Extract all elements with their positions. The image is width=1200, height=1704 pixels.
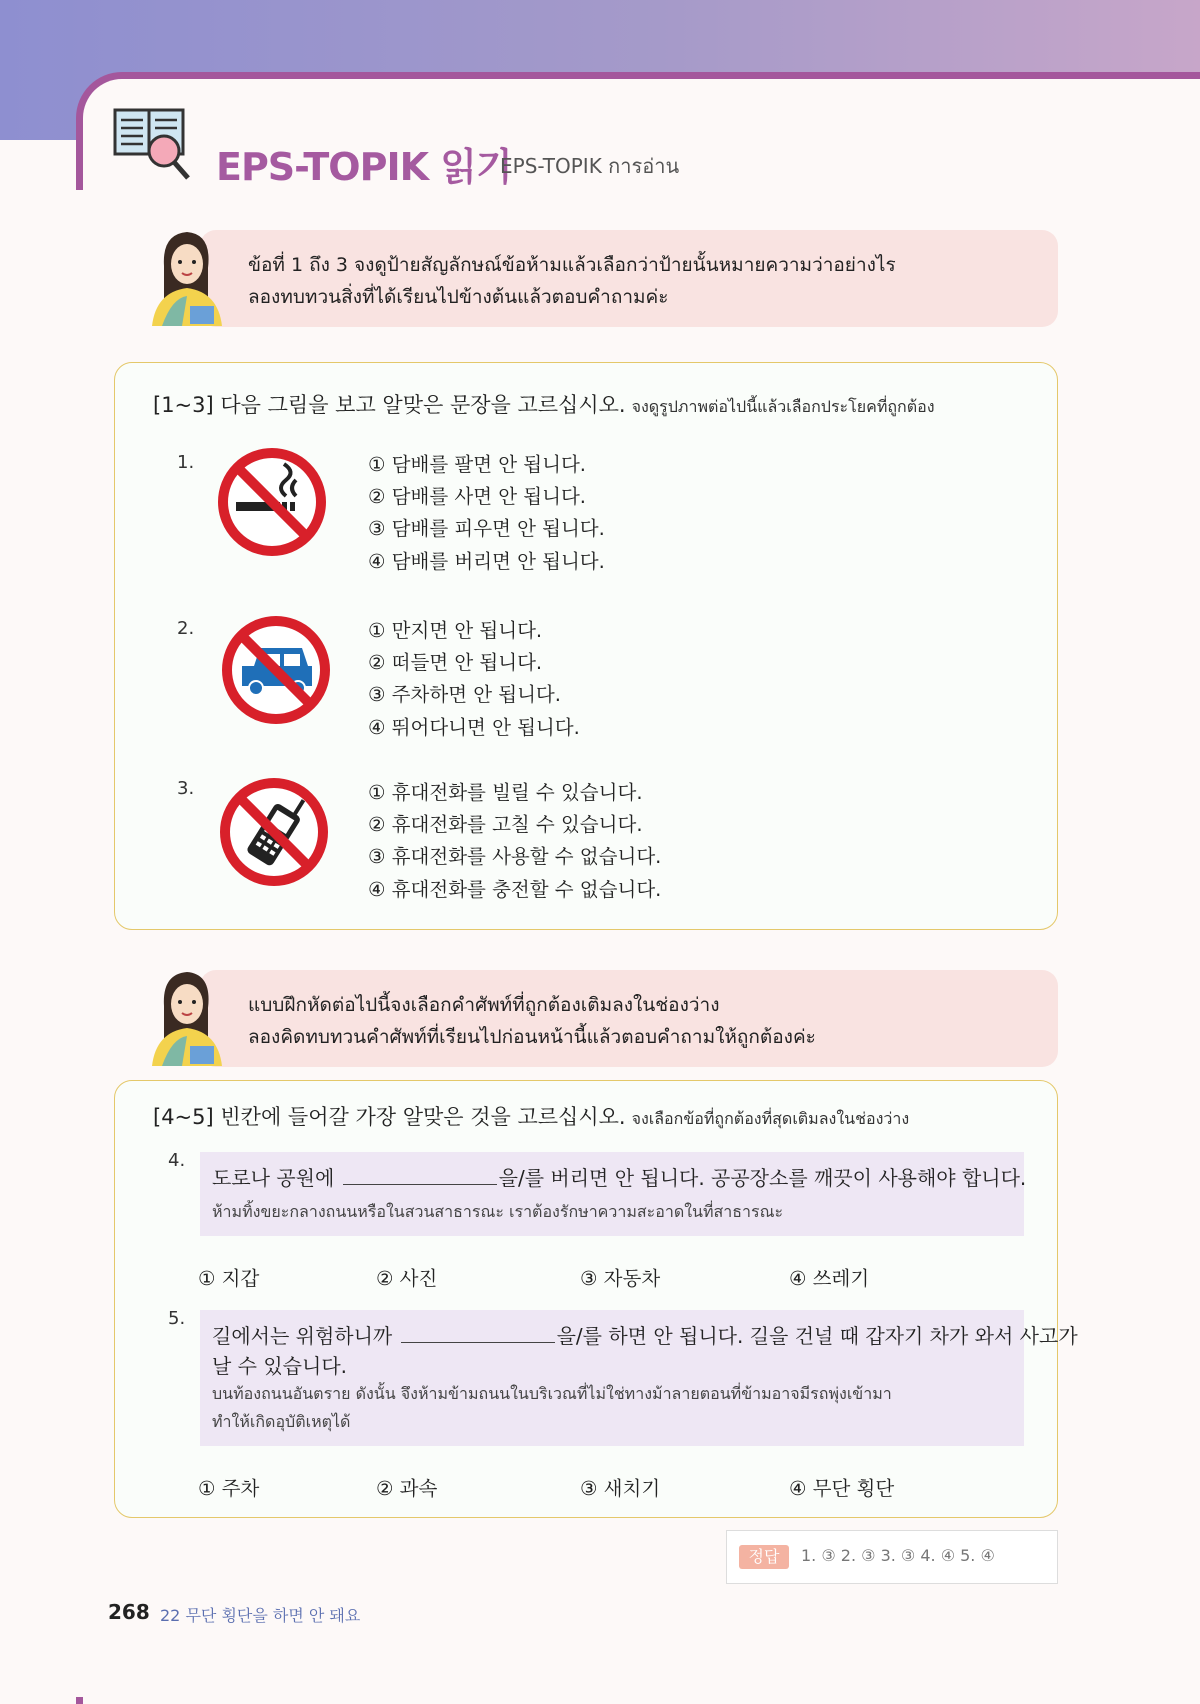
- choice-4-2[interactable]: ② 사진: [376, 1267, 438, 1290]
- answer-blank: [343, 1170, 497, 1185]
- q4-thai-translation: ห้ามทิ้งขยะกลางถนนหรือในสวนสาธารณะ เราต้องรักษาความสะอาดในที่สาธารณะ: [212, 1202, 784, 1221]
- question-box-4-5: [114, 1080, 1058, 1518]
- page-subtitle: EPS-TOPIK การอ่าน: [500, 154, 680, 178]
- chapter-title: 22 무단 횡단을 하면 안 돼요: [160, 1606, 361, 1625]
- choice-4-3[interactable]: ③ 자동차: [580, 1267, 661, 1290]
- section-1-instruction-thai: จงดูรูปภาพต่อไปนี้แล้วเลือกประโยคที่ถูกต้อง: [631, 397, 935, 416]
- note-2-line-1: แบบฝึกหัดต่อไปนี้จงเลือกคำศัพท์ที่ถูกต้องเติมลงในช่องว่าง: [248, 994, 720, 1016]
- question-number: 2.: [177, 618, 195, 639]
- teacher-avatar-icon: [142, 226, 232, 326]
- option-2-1[interactable]: ① 만지면 안 됩니다.: [368, 619, 543, 642]
- choice-5-3[interactable]: ③ 새치기: [580, 1477, 661, 1500]
- option-3-2[interactable]: ② 휴대전화를 고칠 수 있습니다.: [368, 813, 643, 836]
- note-2-line-2: ลองคิดทบทวนคำศัพท์ที่เรียนไปก่อนหน้านี้แล้วตอบคำถามให้ถูกต้องค่ะ: [248, 1026, 816, 1048]
- option-1-1[interactable]: ① 담배를 팔면 안 됩니다.: [368, 453, 587, 476]
- option-1-2[interactable]: ② 담배를 사면 안 됩니다.: [368, 485, 587, 508]
- answer-key: [726, 1530, 1058, 1584]
- section-2-instruction: [4~5] 빈칸에 들어갈 가장 알맞은 것을 고르십시오. จงเลือกข้อที่ถูกต้องที่สุดเติมลงในช่องว่าง: [153, 1105, 910, 1129]
- choice-4-4[interactable]: ④ 쓰레기: [789, 1267, 870, 1290]
- instruction-note-2: [200, 970, 1058, 1067]
- q4-sentence-panel: [200, 1152, 1027, 1236]
- no-parking-sign-icon: [220, 614, 332, 726]
- option-3-4[interactable]: ④ 휴대전화를 충전할 수 없습니다.: [368, 878, 662, 901]
- page-number: 268: [108, 1600, 150, 1624]
- answer-blank: [401, 1328, 555, 1343]
- no-smoking-sign-icon: [216, 446, 328, 558]
- choice-5-2[interactable]: ② 과속: [376, 1477, 438, 1500]
- choice-4-1[interactable]: ① 지갑: [198, 1267, 260, 1290]
- instruction-note-1: [200, 230, 1058, 327]
- option-1-3[interactable]: ③ 담배를 피우면 안 됩니다.: [368, 517, 605, 540]
- choice-5-1[interactable]: ① 주차: [198, 1477, 260, 1500]
- note-1-line-2: ลองทบทวนสิ่งที่ได้เรียนไปข้างต้นแล้วตอบคำถามค่ะ: [248, 286, 669, 308]
- q4-sentence: 도로나 공원에 을/를 버리면 안 됩니다. 공공장소를 깨끗이 사용해야 합니다.: [212, 1166, 1027, 1190]
- q5-sentence-panel: [200, 1310, 1078, 1446]
- question-number: 5.: [168, 1308, 186, 1329]
- answer-values: 1. ③ 2. ③ 3. ③ 4. ④ 5. ④: [801, 1546, 995, 1565]
- section-2-instruction-thai: จงเลือกข้อที่ถูกต้องที่สุดเติมลงในช่องว่าง: [631, 1109, 910, 1128]
- option-3-3[interactable]: ③ 휴대전화를 사용할 수 없습니다.: [368, 845, 662, 868]
- choice-5-4[interactable]: ④ 무단 횡단: [789, 1477, 895, 1500]
- no-mobile-phone-sign-icon: [218, 776, 330, 888]
- question-number: 4.: [168, 1150, 186, 1171]
- option-3-1[interactable]: ① 휴대전화를 빌릴 수 있습니다.: [368, 781, 643, 804]
- option-2-4[interactable]: ④ 뛰어다니면 안 됩니다.: [368, 716, 580, 739]
- option-2-3[interactable]: ③ 주차하면 안 됩니다.: [368, 683, 561, 706]
- option-2-2[interactable]: ② 떠들면 안 됩니다.: [368, 651, 543, 674]
- teacher-avatar-icon: [142, 966, 232, 1066]
- section-1-instruction: [1~3] 다음 그림을 보고 알맞은 문장을 고르십시오. จงดูรูปภาพต่อไปนี้แล้วเลือกประโยคที่ถูกต้อง: [153, 393, 935, 417]
- question-number: 3.: [177, 778, 195, 799]
- note-1-line-1: ข้อที่ 1 ถึง 3 จงดูป้ายสัญลักษณ์ข้อห้ามแล้วเลือกว่าป้ายนั้นหมายความว่าอย่างไร: [248, 254, 896, 276]
- q5-thai-translation-2: ทำให้เกิดอุบัติเหตุได้: [212, 1412, 351, 1431]
- q5-thai-translation-1: บนท้องถนนอันตราย ดังนั้น จึงห้ามข้ามถนนในบริเวณที่ไม่ใช่ทางม้าลายตอนที่ข้ามอาจมีรถพุ่งเข้ามา: [212, 1384, 892, 1403]
- question-number: 1.: [177, 452, 195, 473]
- answer-label: 정답: [739, 1545, 789, 1569]
- q5-sentence-line-2: 날 수 있습니다.: [212, 1354, 347, 1378]
- q5-sentence: 길에서는 위험하니까 을/를 하면 안 됩니다. 길을 건널 때 갑자기 차가 와서 사고가: [212, 1324, 1078, 1348]
- option-1-4[interactable]: ④ 담배를 버리면 안 됩니다.: [368, 550, 605, 573]
- page-title: EPS-TOPIK 읽기: [216, 145, 512, 189]
- book-magnifier-icon: [112, 106, 194, 184]
